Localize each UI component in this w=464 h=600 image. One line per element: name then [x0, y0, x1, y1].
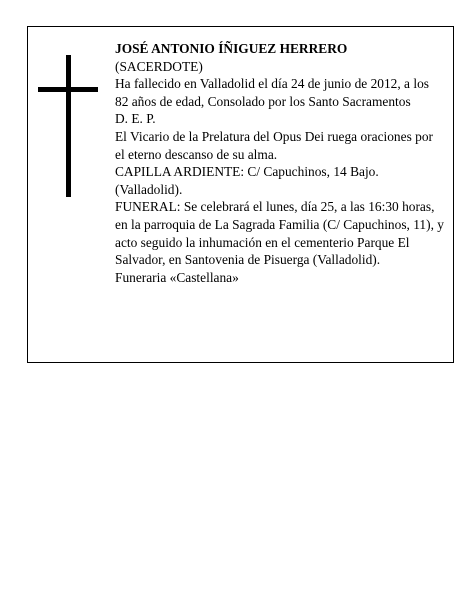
deceased-role: (SACERDOTE) — [115, 58, 203, 74]
funeral-home: Funeraria «Castellana» — [115, 269, 239, 285]
notice-text — [115, 40, 445, 286]
deceased-name: JOSÉ ANTONIO ÍÑIGUEZ HERRERO — [115, 41, 348, 56]
obituary-notice — [27, 26, 454, 363]
chapel-info: CAPILLA ARDIENTE: C/ Capuchinos, 14 Bajo. (Valladolid). — [115, 164, 379, 197]
death-info: Ha fallecido en Valladolid el día 24 de junio de 2012, a los 82 años de edad, Consolado por los Santo Sacramentos — [115, 76, 429, 109]
cross-vertical-bar — [66, 55, 71, 197]
cross-horizontal-bar — [38, 87, 98, 92]
funeral-info: FUNERAL: Se celebrará el lunes, día 25, a las 16:30 horas, en la parroquia de La Sagrada Familia (C/ Capuchinos, 11), y acto seguido la inhumación en el cementerio Parque El Salvador, en Santovenia de Pisuerga (Valladolid). — [115, 199, 444, 268]
prayer-request: El Vicario de la Prelatura del Opus Dei ruega oraciones por el eterno descanso de su alma. — [115, 128, 433, 162]
rip-line: D. E. P. — [115, 111, 156, 127]
cross-icon — [38, 55, 98, 197]
